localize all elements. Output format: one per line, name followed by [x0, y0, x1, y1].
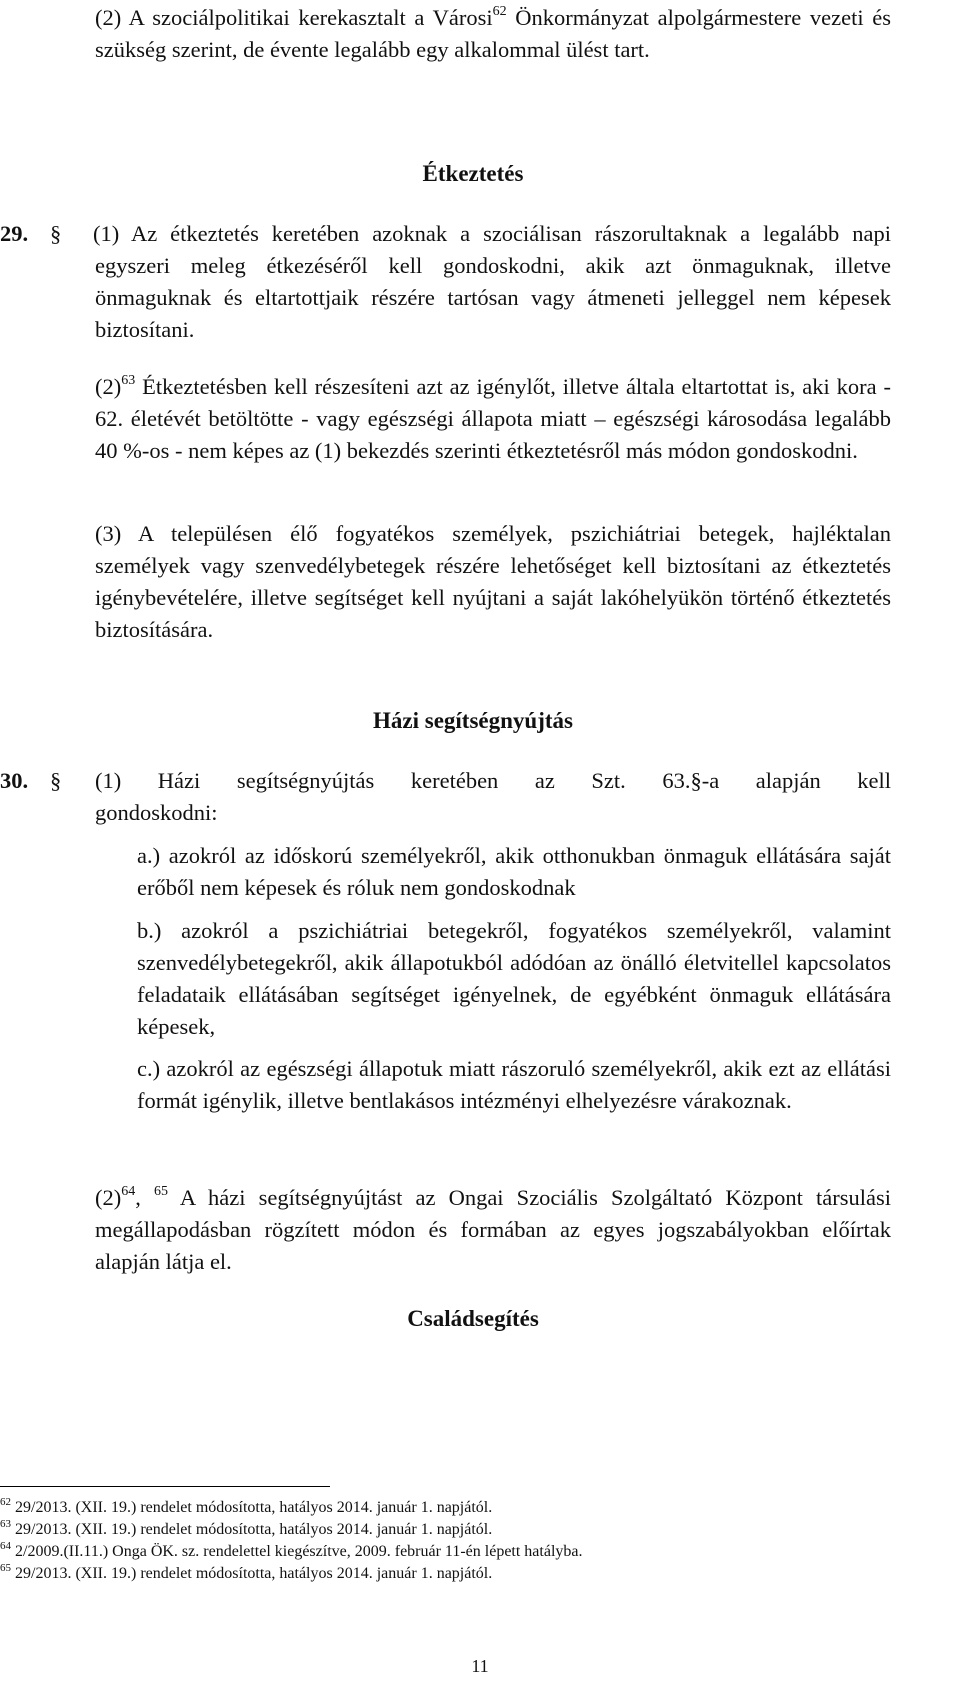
paragraph-text: Önkormányzat alpolgármestere vezeti és szükség szerint, de évente legalább egy alkalommal ülést tart. [95, 5, 891, 62]
paragraph-label: (2) [95, 1185, 122, 1210]
section-number-30: 30. [0, 768, 29, 793]
heading-csaladsegites: Családsegítés [407, 1306, 539, 1331]
paragraph-text: (2) A szociálpolitikai kerekasztalt a Városi [95, 5, 493, 30]
footnote-62 [0, 1497, 492, 1519]
paragraph-30-1 [95, 765, 891, 829]
footnote-64 [0, 1541, 583, 1563]
paragraph-text: Étkeztetésben kell részesíteni azt az igénylőt, illetve általa eltartottat is, aki kora - 62. életévét betöltötte - vagy egészségi állapota miatt – egészségi károsodása legalább 40 %-os - nem képes az (1) bekezdés szerinti étkeztetésről más módon gondoskodni. [95, 374, 891, 463]
paragraph-label: (2) [95, 374, 122, 399]
section-symbol: § [690, 768, 702, 793]
footnote-number: 63 [0, 1517, 11, 1530]
footnote-ref-65[interactable]: 65 [154, 1183, 168, 1199]
footnote-ref-62[interactable]: 62 [492, 3, 507, 19]
page-number: 11 [471, 1656, 489, 1676]
footnote-number: 64 [0, 1539, 11, 1552]
footnote-text: 29/2013. (XII. 19.) rendelet módosította, hatályos 2014. január 1. napjától. [11, 1565, 493, 1582]
paragraph-30-2 [95, 1182, 891, 1278]
paragraph-29-3: (3) A településen élő fogyatékos személyek, pszichiátriai betegek, hajléktalan személyek vagy szenvedélybetegek részére lehetőséget kell biztosítani az étkeztetés igénybevételére, illetve segítséget kell nyújtani a saját lakóhelyükön történő étkeztetés biztosítására. [95, 521, 891, 642]
list-item-b: b.) azokról a pszichiátriai betegekről, fogyatékos személyekről, valamint szenvedélybetegekről, akik állapotukból adódóan az önálló életvitellel kapcsolatos feladataik ellátásában segítséget igényelnek, de egyébként önmaguk ellátására képesek, [137, 918, 891, 1039]
footnote-65 [0, 1563, 492, 1585]
paragraph-text: A házi segítségnyújtást az Ongai Szociális Szolgáltató Központ társulási megállapodásban rögzített módon és formában az egyes jogszabályokban előírtak alapján látja el. [95, 1185, 891, 1274]
paragraph-text: (1) Házi segítségnyújtás keretében az Szt. 63. [95, 768, 691, 793]
heading-hazi-segitsegnyujtas: Házi segítségnyújtás [373, 708, 573, 733]
footnote-text: 29/2013. (XII. 19.) rendelet módosította, hatályos 2014. január 1. napjától. [11, 1521, 493, 1538]
paragraph-29-2 [95, 371, 891, 467]
section-symbol: § [50, 221, 62, 246]
footnote-number: 62 [0, 1495, 11, 1508]
paragraph-29-1: (1) Az étkeztetés keretében azoknak a szociálisan rászorultaknak a legalább napi egyszeri meleg étkezéséről kell gondoskodni, akik azt önmaguknak, illetve önmaguknak és eltartottjaik részére tartósan vagy átmeneti jelleggel nem képesek biztosítani. [93, 221, 891, 342]
section-symbol: § [50, 768, 62, 793]
footnote-ref-64[interactable]: 64 [121, 1183, 136, 1199]
paragraph-text: -a alapján kell gondoskodni: [95, 768, 891, 825]
footnote-text: 29/2013. (XII. 19.) rendelet módosította, hatályos 2014. január 1. napjától. [11, 1499, 493, 1516]
paragraph-28-2 [95, 2, 891, 66]
footnote-text: 2/2009.(II.11.) Onga ÖK. sz. rendelettel kiegészítve, 2009. február 11-én lépett hatályba. [11, 1543, 583, 1560]
footnote-separator [0, 1486, 330, 1487]
section-number-29: 29. [0, 221, 29, 246]
heading-etkeztetes: Étkeztetés [422, 161, 524, 186]
footnote-ref-63[interactable]: 63 [121, 372, 136, 388]
footnote-number: 65 [0, 1561, 11, 1574]
list-item-a: a.) azokról az időskorú személyekről, akik otthonukban önmaguk ellátására saját erőből nem képesek és róluk nem gondoskodnak [137, 843, 891, 900]
list-item-c: c.) azokról az egészségi állapotuk miatt rászoruló személyekről, akik ezt az ellátási formát igénylik, illetve bentlakásos intézményi elhelyezésre várakoznak. [137, 1056, 891, 1113]
separator: , [135, 1185, 154, 1210]
footnote-63 [0, 1519, 492, 1541]
